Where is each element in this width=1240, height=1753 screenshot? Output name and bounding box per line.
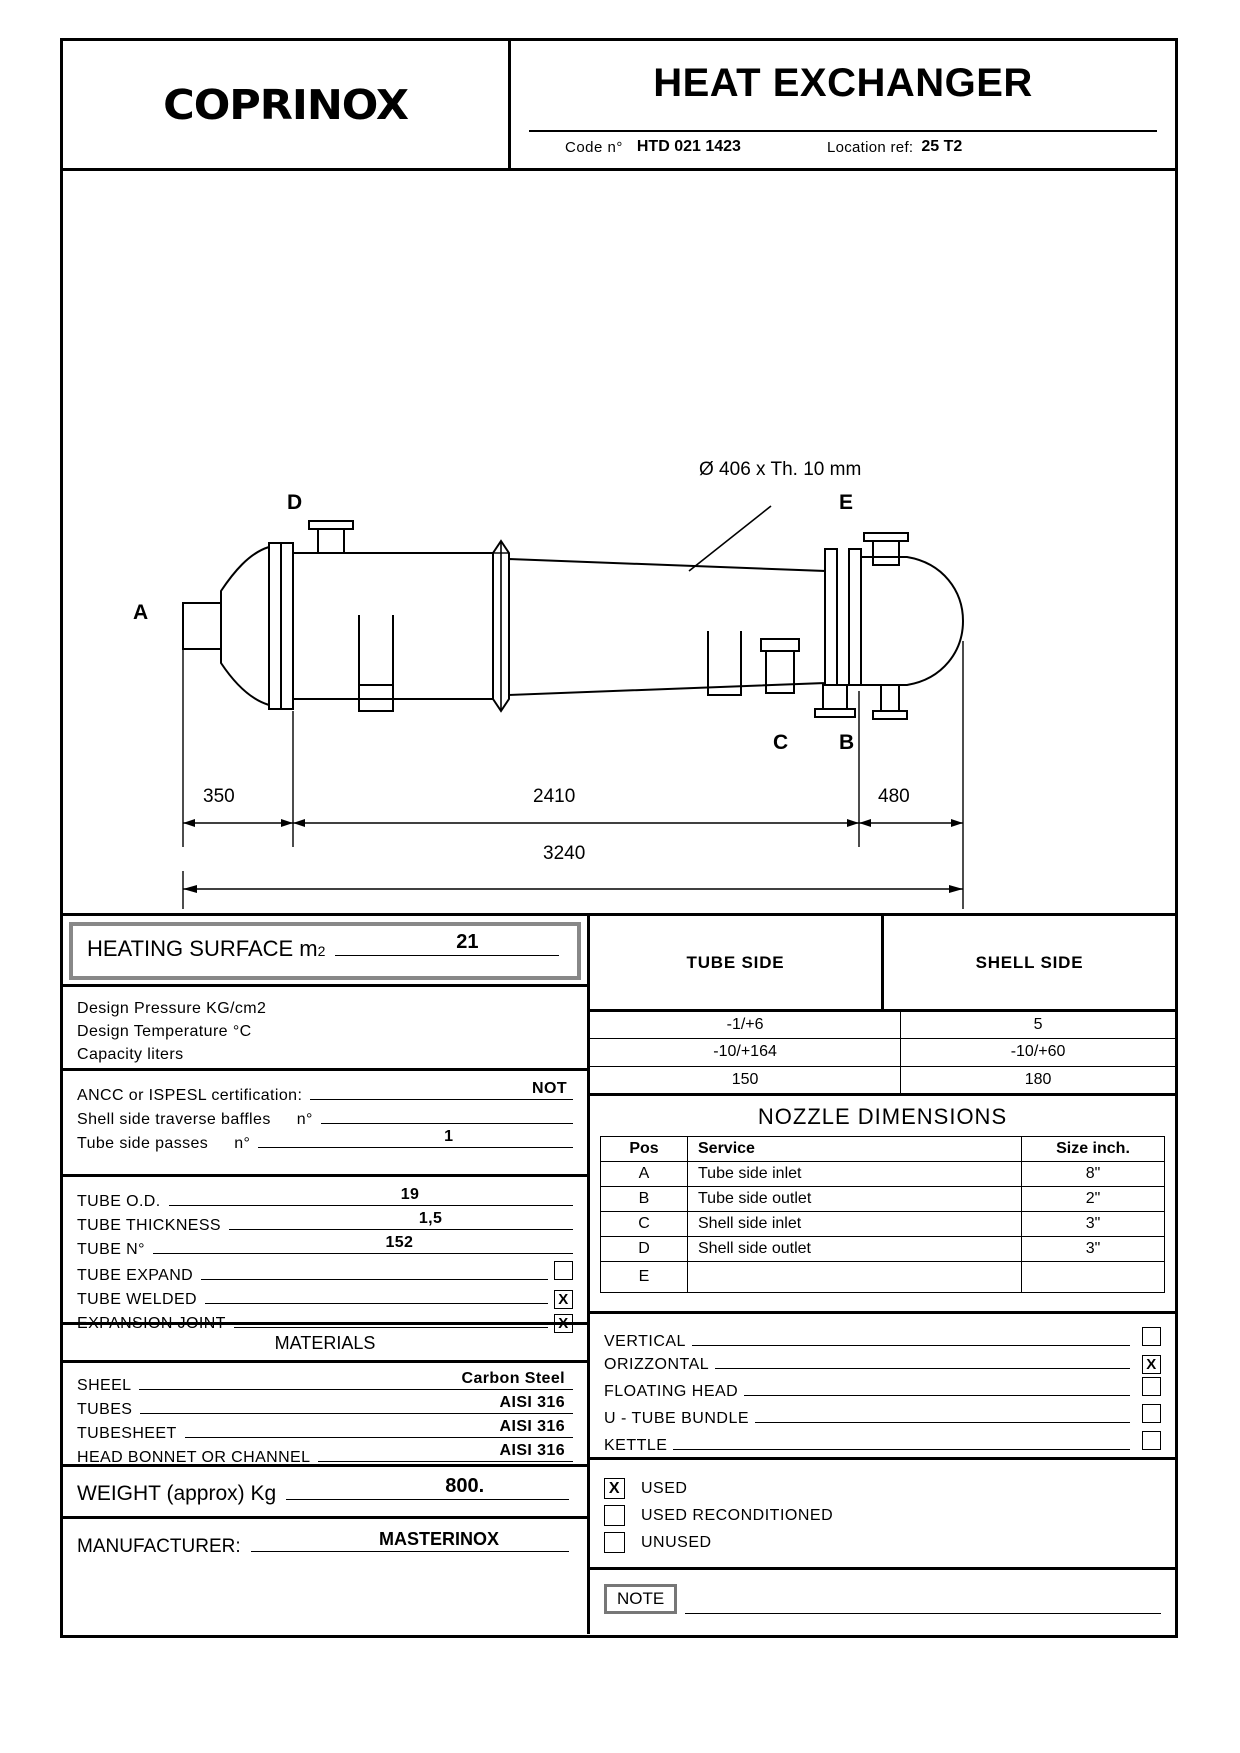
- heating-surface-label: HEATING SURFACE m: [87, 936, 318, 961]
- nozzle-header-pos: Pos: [601, 1137, 688, 1162]
- tube-od-line: [169, 1186, 573, 1206]
- label-c: C: [773, 731, 789, 754]
- tube-expand-line: [201, 1263, 548, 1280]
- orientation-horizontal-label: ORIZZONTAL: [604, 1356, 710, 1373]
- document-sheet: [60, 38, 1178, 1638]
- note-field[interactable]: [685, 1591, 1161, 1614]
- tube-welded-checkbox[interactable]: X: [554, 1290, 573, 1309]
- passes-label: Tube side passes: [77, 1135, 209, 1152]
- orientation-kettle-checkbox[interactable]: [1142, 1431, 1161, 1450]
- nozzle-service-b: Tube side outlet: [688, 1187, 1022, 1212]
- baffles-row: [77, 1107, 573, 1129]
- design-pressure-label: Design Pressure KG/cm2: [77, 1000, 267, 1017]
- passes-row: [77, 1128, 573, 1153]
- condition-unused-checkbox[interactable]: [604, 1532, 625, 1553]
- tube-od-row: [77, 1186, 573, 1211]
- orientation-u-tube-row: [604, 1404, 1161, 1428]
- table-row: [590, 1039, 1175, 1066]
- nozzle-service-e: [688, 1262, 1022, 1293]
- orientation-vertical-row: [604, 1327, 1161, 1351]
- orientation-kettle-label: KETTLE: [604, 1437, 668, 1454]
- dimension-total: 3240: [543, 843, 586, 864]
- shell-side-header: SHELL SIDE: [975, 952, 1084, 972]
- tube-welded-label: TUBE WELDED: [77, 1291, 197, 1308]
- location-value: 25 T2: [921, 138, 963, 155]
- title-cell: [511, 41, 1175, 168]
- page-title: HEAT EXCHANGER: [653, 61, 1033, 105]
- orientation-floating-head-checkbox[interactable]: [1142, 1377, 1161, 1396]
- tube-number-row: [77, 1234, 573, 1259]
- baffles-line: [321, 1107, 573, 1124]
- code-row: [529, 130, 1157, 162]
- tube-od-value: 19: [400, 1186, 420, 1203]
- dimension-middle: 2410: [533, 786, 576, 807]
- table-row: [590, 1012, 1175, 1039]
- dimension-left: 350: [203, 786, 235, 807]
- weight-value: 800.: [445, 1475, 485, 1497]
- weight-line: [286, 1475, 569, 1500]
- tube-welded-line: [205, 1287, 548, 1304]
- condition-reconditioned-row: [604, 1505, 1161, 1526]
- capacity-tube: 150: [590, 1066, 901, 1093]
- design-temperature-tube: -10/+164: [590, 1039, 901, 1066]
- note-block: [590, 1570, 1175, 1622]
- nozzle-service-c: Shell side inlet: [688, 1212, 1022, 1237]
- orientation-vertical-label: VERTICAL: [604, 1333, 686, 1350]
- document-header: [63, 41, 1175, 171]
- orientation-u-tube-checkbox[interactable]: [1142, 1404, 1161, 1423]
- nozzle-header-service: Service: [688, 1137, 1022, 1162]
- orientation-horizontal-row: [604, 1354, 1161, 1374]
- nozzle-pos-e: E: [601, 1262, 688, 1293]
- nozzle-size-e: [1022, 1262, 1165, 1293]
- code-value: HTD 021 1423: [636, 138, 741, 155]
- capacity-shell: 180: [901, 1066, 1175, 1093]
- tube-side-header: TUBE SIDE: [590, 916, 884, 1009]
- orientation-vertical-line: [692, 1331, 1130, 1346]
- tube-expand-row: [77, 1261, 573, 1285]
- tube-od-label: TUBE O.D.: [77, 1193, 161, 1210]
- logo-cell: [63, 41, 511, 168]
- expansion-joint-checkbox[interactable]: X: [554, 1314, 573, 1333]
- weight-row: [77, 1475, 573, 1510]
- nozzle-title: NOZZLE DIMENSIONS: [757, 1104, 1008, 1129]
- manufacturer-line: [251, 1531, 569, 1552]
- nozzle-size-b: 2": [1022, 1187, 1165, 1212]
- table-row: [590, 1066, 1175, 1093]
- nozzle-header-size: Size inch.: [1022, 1137, 1165, 1162]
- side-header-row: [590, 916, 1175, 1012]
- manufacturer-label: MANUFACTURER:: [77, 1536, 241, 1557]
- tube-number-value: 152: [385, 1234, 414, 1251]
- orientation-horizontal-checkbox[interactable]: X: [1142, 1355, 1161, 1374]
- weight-block: [63, 1467, 587, 1519]
- design-values-table: [590, 1012, 1175, 1093]
- passes-n-label: n°: [234, 1135, 251, 1152]
- tube-spec-block: [63, 1177, 587, 1332]
- nozzle-pos-c: C: [601, 1212, 688, 1237]
- tube-thickness-line: [229, 1210, 573, 1230]
- orientation-floating-head-row: [604, 1377, 1161, 1401]
- baffles-n-label: n°: [296, 1111, 313, 1128]
- left-column: [63, 916, 590, 1634]
- shell-diameter-callout: Ø 406 x Th. 10 mm: [699, 459, 862, 480]
- heating-surface-value: 21: [456, 931, 479, 953]
- material-tubes-label: TUBES: [77, 1401, 133, 1418]
- material-sheel-label: SHEEL: [77, 1377, 132, 1394]
- orientation-floating-head-label: FLOATING HEAD: [604, 1383, 739, 1400]
- heating-surface-box: [69, 922, 581, 980]
- table-row: [601, 1212, 1165, 1237]
- nozzle-block: [590, 1096, 1175, 1314]
- manufacturer-row: [77, 1527, 573, 1562]
- equipment-drawing: [63, 171, 1175, 916]
- nozzle-pos-b: B: [601, 1187, 688, 1212]
- nozzle-table: [600, 1136, 1165, 1293]
- material-sheel-value: Carbon Steel: [461, 1370, 565, 1387]
- location-label: Location ref:: [826, 138, 914, 156]
- certification-value: NOT: [532, 1080, 567, 1097]
- heating-surface-exponent: 2: [317, 943, 326, 959]
- label-a: A: [133, 601, 149, 624]
- material-head-label: HEAD BONNET OR CHANNEL: [77, 1449, 311, 1466]
- condition-used-row: [604, 1478, 1161, 1499]
- orientation-vertical-checkbox[interactable]: [1142, 1327, 1161, 1346]
- design-pressure-shell: 5: [901, 1012, 1175, 1039]
- condition-used-label: USED: [641, 1479, 688, 1497]
- tube-thickness-value: 1,5: [418, 1210, 443, 1227]
- design-values-block: [590, 1012, 1175, 1096]
- table-row: [601, 1187, 1165, 1212]
- tube-welded-row: [77, 1287, 573, 1309]
- label-b: B: [839, 731, 855, 754]
- materials-title-block: [63, 1325, 587, 1363]
- expansion-joint-label: EXPANSION JOINT: [77, 1315, 226, 1332]
- condition-block: [590, 1460, 1175, 1570]
- tube-expand-label: TUBE EXPAND: [77, 1267, 194, 1284]
- design-labels-block: [63, 987, 587, 1071]
- label-e: E: [839, 491, 854, 514]
- design-temperature-shell: -10/+60: [901, 1039, 1175, 1066]
- certification-row: [77, 1080, 573, 1105]
- material-tubes-line: [140, 1394, 573, 1414]
- tube-number-line: [153, 1234, 573, 1254]
- material-tubesheet-row: [77, 1418, 573, 1443]
- orientation-block: [590, 1314, 1175, 1460]
- tube-expand-checkbox[interactable]: [554, 1261, 573, 1280]
- nozzle-size-a: 8": [1022, 1162, 1165, 1187]
- material-head-line: [318, 1442, 573, 1462]
- heating-surface-line: [335, 931, 559, 956]
- right-column: [590, 916, 1175, 1634]
- manufacturer-value: MASTERINOX: [378, 1529, 499, 1549]
- condition-unused-label: UNUSED: [641, 1533, 712, 1551]
- table-header-row: [601, 1137, 1165, 1162]
- baffles-label: Shell side traverse baffles: [77, 1111, 271, 1128]
- table-row: [601, 1162, 1165, 1187]
- tube-thickness-label: TUBE THICKNESS: [77, 1217, 221, 1234]
- material-tubes-row: [77, 1394, 573, 1419]
- condition-used-checkbox[interactable]: X: [604, 1478, 625, 1499]
- weight-label: WEIGHT (approx) Kg: [77, 1482, 277, 1505]
- table-row: [601, 1237, 1165, 1262]
- note-label: NOTE: [604, 1584, 677, 1614]
- certification-line: [310, 1080, 573, 1100]
- nozzle-pos-a: A: [601, 1162, 688, 1187]
- company-logo: COPRINOX: [163, 80, 408, 129]
- condition-reconditioned-checkbox[interactable]: [604, 1505, 625, 1526]
- code-label: Code n°: [565, 138, 623, 156]
- orientation-u-tube-line: [755, 1408, 1130, 1423]
- material-tubesheet-line: [185, 1418, 573, 1438]
- tube-number-label: TUBE N°: [77, 1241, 145, 1258]
- material-tubesheet-value: AISI 316: [499, 1418, 565, 1435]
- orientation-horizontal-line: [715, 1354, 1130, 1369]
- material-head-value: AISI 316: [499, 1442, 565, 1459]
- material-head-row: [77, 1442, 573, 1467]
- expansion-joint-line: [234, 1311, 548, 1328]
- design-pressure-tube: -1/+6: [590, 1012, 901, 1039]
- label-d: D: [287, 491, 303, 514]
- materials-block: [63, 1363, 587, 1467]
- data-section: [63, 916, 1175, 1634]
- design-temperature-label: Design Temperature °C: [77, 1023, 252, 1040]
- orientation-u-tube-label: U - TUBE BUNDLE: [604, 1410, 750, 1427]
- orientation-kettle-line: [673, 1435, 1130, 1450]
- passes-value: 1: [444, 1128, 454, 1145]
- orientation-kettle-row: [604, 1431, 1161, 1455]
- manufacturer-block: [63, 1519, 587, 1571]
- capacity-label: Capacity liters: [77, 1046, 184, 1063]
- note-row: [604, 1578, 1161, 1614]
- materials-title: MATERIALS: [274, 1333, 376, 1353]
- material-tubesheet-label: TUBESHEET: [77, 1425, 177, 1442]
- passes-line: [258, 1128, 573, 1148]
- nozzle-pos-d: D: [601, 1237, 688, 1262]
- condition-unused-row: [604, 1532, 1161, 1553]
- certification-label: ANCC or ISPESL certification:: [77, 1087, 303, 1104]
- condition-reconditioned-label: USED RECONDITIONED: [641, 1506, 834, 1524]
- table-row: [601, 1262, 1165, 1293]
- material-sheel-line: [139, 1370, 573, 1390]
- nozzle-size-d: 3": [1022, 1237, 1165, 1262]
- nozzle-size-c: 3": [1022, 1212, 1165, 1237]
- orientation-floating-head-line: [744, 1381, 1130, 1396]
- tube-thickness-row: [77, 1210, 573, 1235]
- nozzle-service-d: Shell side outlet: [688, 1237, 1022, 1262]
- dimension-right: 480: [878, 786, 910, 807]
- material-sheel-row: [77, 1370, 573, 1395]
- material-tubes-value: AISI 316: [499, 1394, 565, 1411]
- certification-block: [63, 1071, 587, 1177]
- heating-surface-block: [63, 916, 587, 987]
- nozzle-service-a: Tube side inlet: [688, 1162, 1022, 1187]
